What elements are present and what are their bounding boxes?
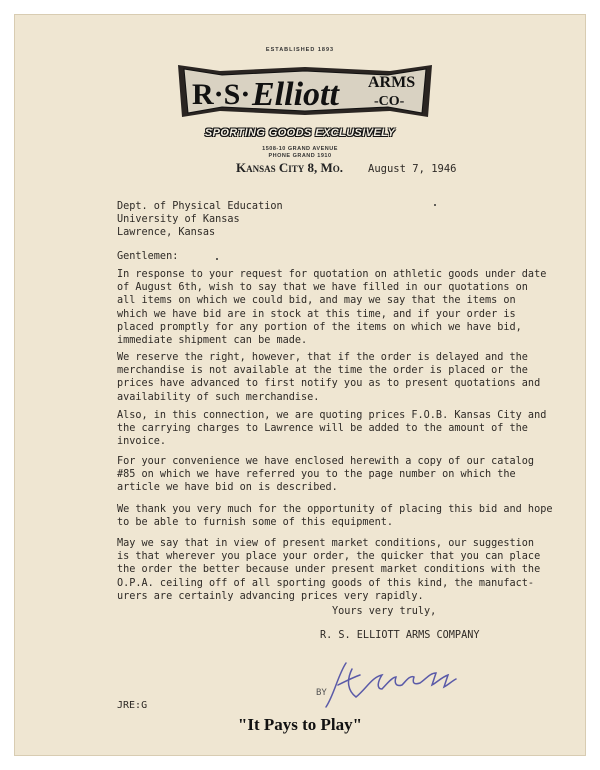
footer-motto: "It Pays to Play": [237, 715, 363, 734]
recipient-line-3: Lawrence, Kansas: [117, 227, 216, 238]
slogan: SPORTING GOODS EXCLUSIVELY: [204, 127, 396, 139]
paragraph-4: For your convenience we have enclosed herewith a copy of our catalog #85 on which we have referred you to the page number on which the article we have bid on is described.: [117, 456, 535, 494]
letter-date: August 7, 1946: [368, 163, 457, 175]
company-logo: [170, 57, 440, 127]
signature-by: BY: [316, 688, 327, 698]
city: Kansas City 8, Mo.: [236, 160, 344, 175]
closing: Yours very truly,: [332, 606, 437, 617]
recipient-line-1: Dept. of Physical Education: [117, 201, 283, 212]
salutation: Gentlemen:: [117, 251, 179, 262]
paragraph-1: In response to your request for quotation on athletic goods under of August 6th, wish to say that we have filled in our quotations all items on which we could bid, and may we say that the items on which we have bid are in stock at this time, and if your order is placed promptly for any portion of the items on which we have bid, immediate shipment can be made.: [117, 269, 522, 347]
svg-text:ARMS: ARMS: [368, 74, 416, 91]
svg-text:-CO-: -CO-: [374, 94, 405, 109]
paragraph-2: We reserve the right, however, that if the order is delayed and merchandise is not available at the time the order is placed or prices have advanced to first notify you as to present quotations availability of such merchandise.: [117, 352, 516, 403]
paragraph-3: Also, in this connection, we are quoting prices F.O.B. Kansas City the carrying charges to Lawrence will be added to the amount of invoice.: [117, 410, 522, 448]
typist-initials: JRE:G: [117, 700, 148, 711]
paper-speck: [434, 204, 436, 206]
paper-speck: [216, 258, 218, 260]
svg-text:R·S·: R·S·: [192, 78, 251, 111]
svg-text:Elliott: Elliott: [252, 76, 339, 113]
company-name: R. S. ELLIOTT ARMS COMPANY: [320, 630, 480, 641]
established-text: ESTABLISHED 1893: [265, 47, 335, 53]
paragraph-5: We thank you very much for the opportunity of placing this bid and to be able to furnish some of this equipment.: [117, 504, 522, 529]
paragraph-6: May we say that in view of present market conditions, our suggestion is that wherever you place your order, the quicker that you can the order the better because under present market conditions with O.P.A. ceiling off of all sporting goods of this kind, the manufact- urers are certainly advancing prices very rapidly.: [117, 538, 535, 602]
phone: PHONE GRAND 1910: [268, 153, 332, 159]
signature: [316, 655, 466, 715]
recipient-line-2: University of Kansas: [117, 214, 240, 225]
address: 1508-10 GRAND AVENUE: [262, 146, 338, 152]
